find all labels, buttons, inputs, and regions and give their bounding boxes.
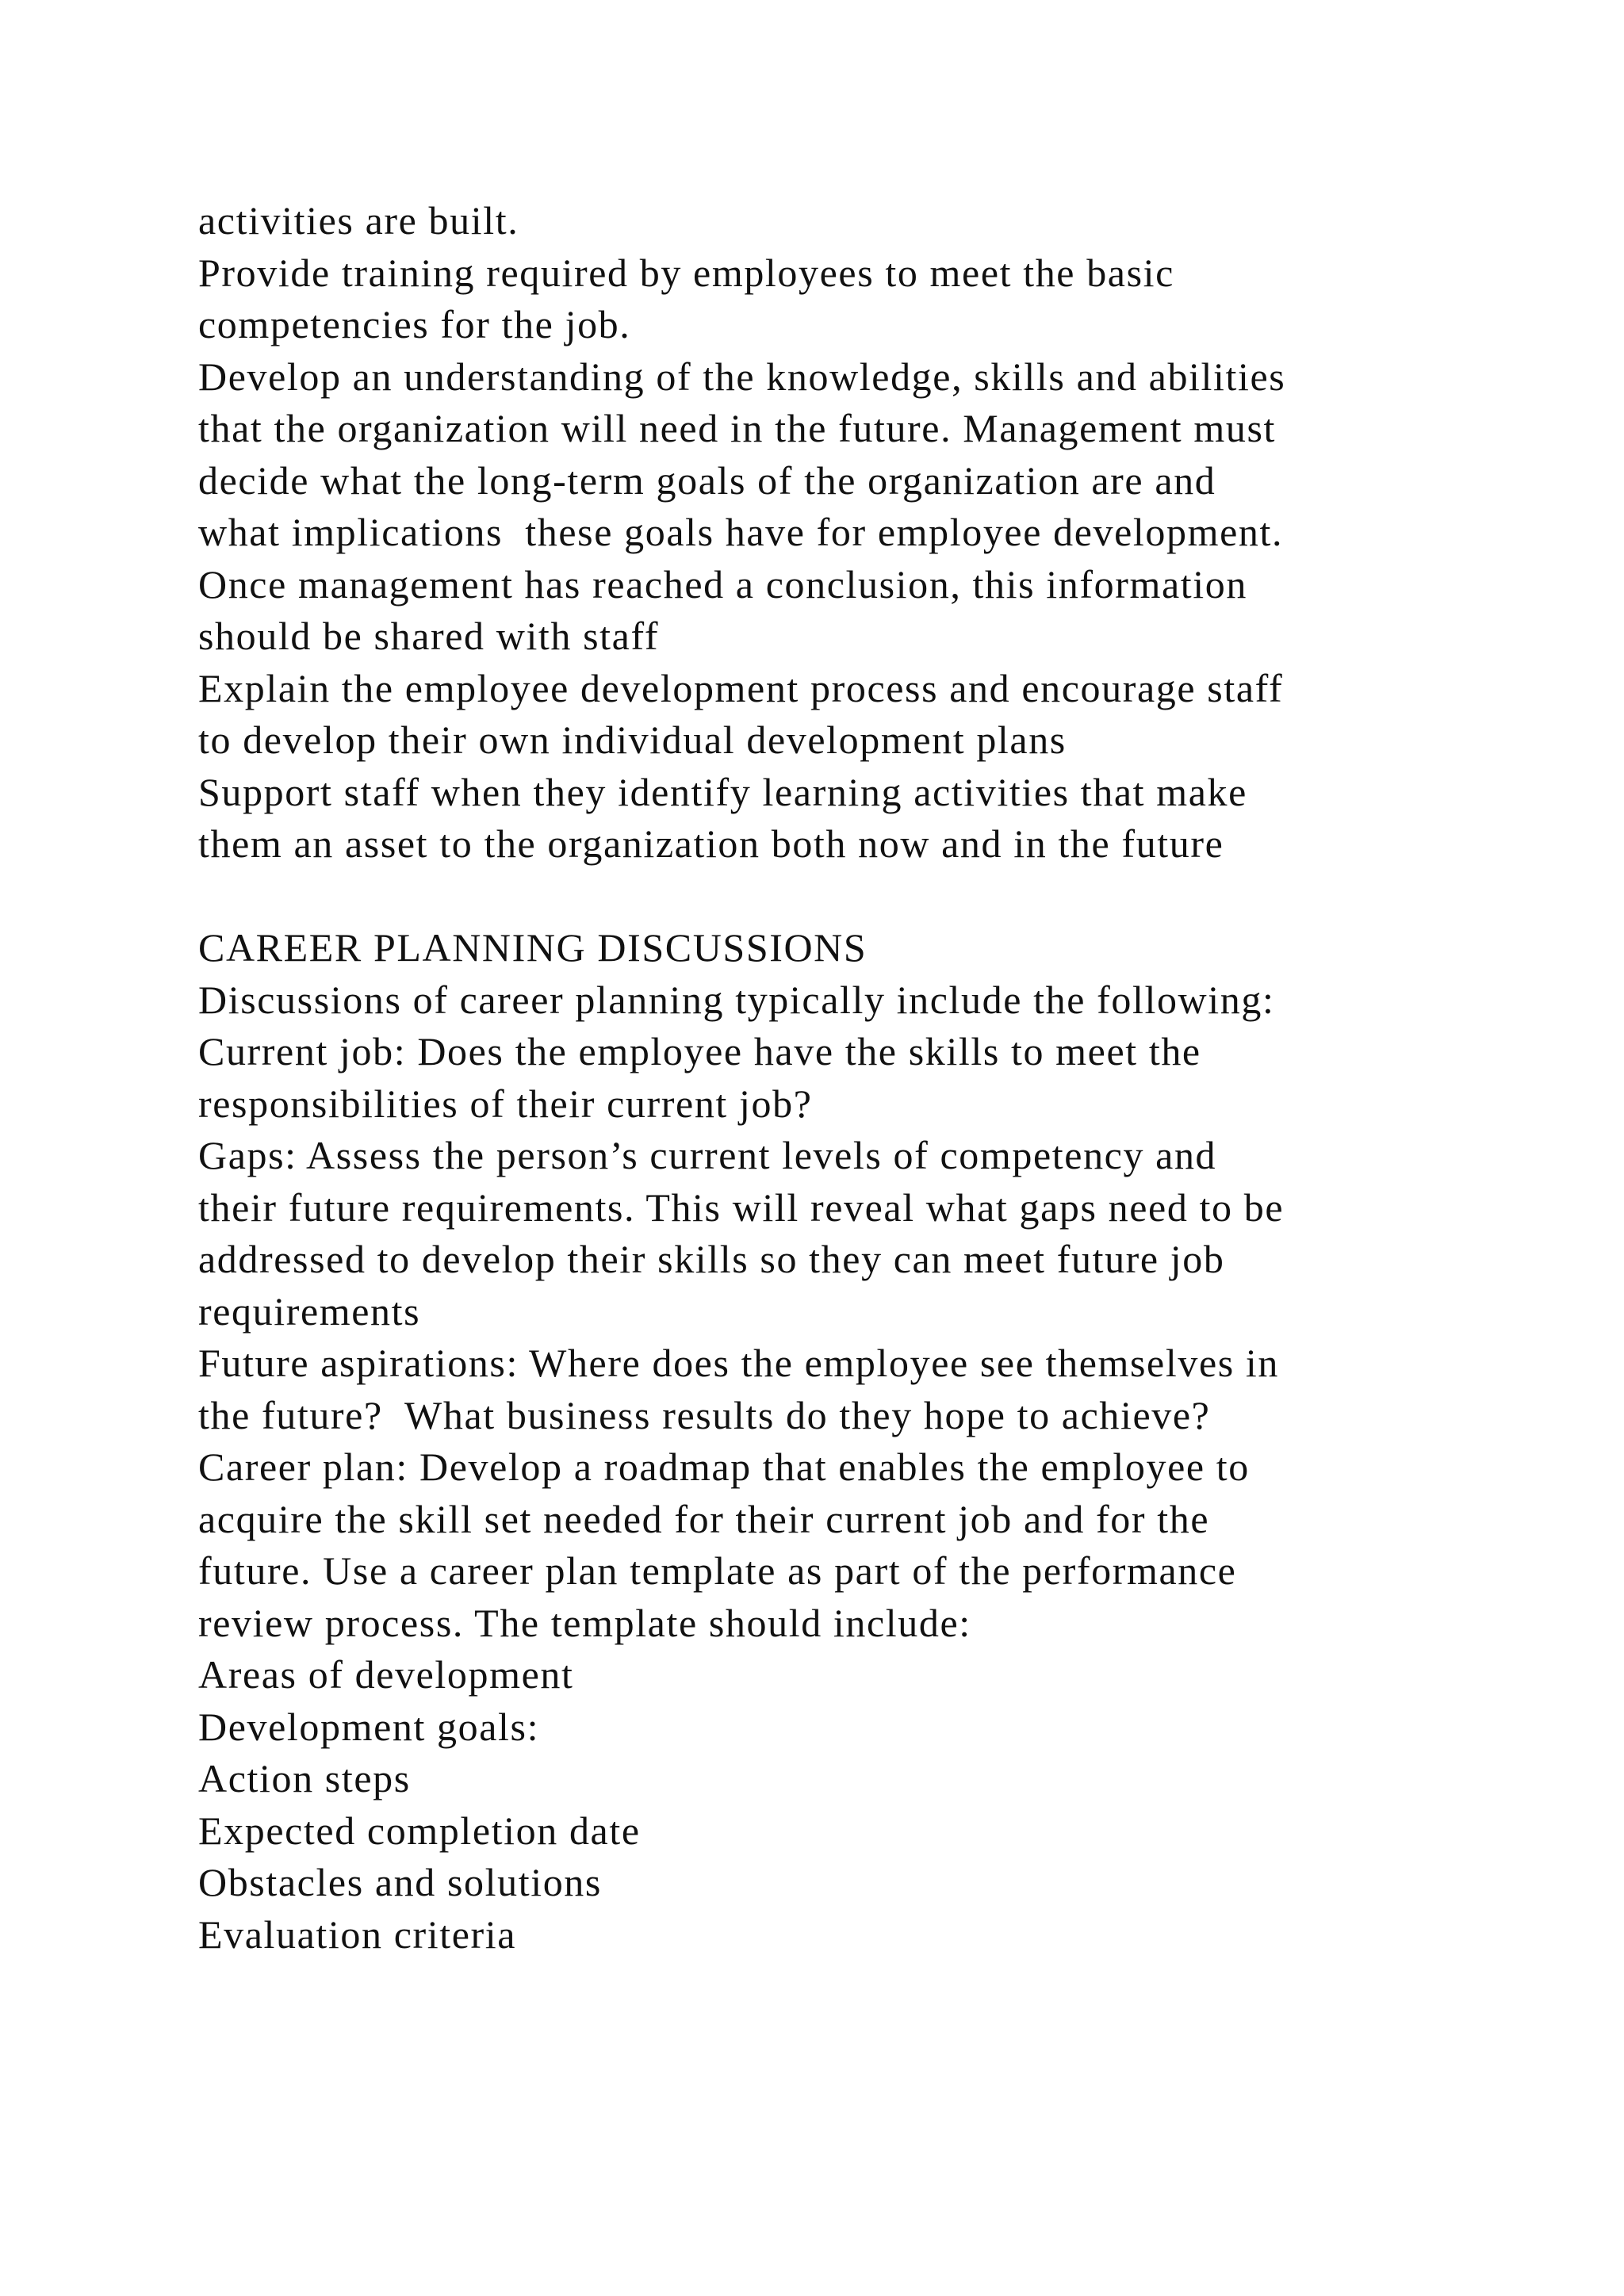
- text-line: addressed to develop their skills so they can meet future job: [198, 1237, 1225, 1281]
- text-line: responsibilities of their current job?: [198, 1081, 813, 1126]
- text-line: to develop their own individual development plans: [198, 718, 1067, 762]
- text-line: them an asset to the organization both now and in the future: [198, 821, 1224, 866]
- text-line: Current job: Does the employee have the skills to meet the: [198, 1029, 1201, 1073]
- text-line: Develop an understanding of the knowledge, skills and abilities: [198, 354, 1286, 399]
- list-item: Action steps: [198, 1756, 411, 1800]
- list-item: Development goals:: [198, 1704, 540, 1749]
- text-line: Discussions of career planning typically include the following:: [198, 977, 1275, 1022]
- text-line: requirements: [198, 1288, 421, 1334]
- text-line: Once management has reached a conclusion, this information: [198, 561, 1247, 607]
- document-body: [198, 195, 1546, 1961]
- text-line: the future? What business results do they hope to achieve?: [198, 1392, 1211, 1437]
- text-line: decide what the long-term goals of the organization are and: [198, 457, 1216, 503]
- text-line: Career plan: Develop a roadmap that enables the employee to: [198, 1445, 1250, 1489]
- text-line: future. Use a career plan template as part of the performance: [198, 1548, 1237, 1593]
- text-line: should be shared with staff: [198, 614, 660, 658]
- list-item: Areas of development: [198, 1652, 574, 1697]
- list-item: Obstacles and solutions: [198, 1860, 602, 1904]
- section-heading: CAREER PLANNING DISCUSSIONS: [198, 925, 868, 970]
- text-line: acquire the skill set needed for their current job and for the: [198, 1496, 1210, 1541]
- text-line: Future aspirations: Where does the employee see themselves in: [198, 1341, 1279, 1385]
- text-line: competencies for the job.: [198, 302, 631, 346]
- paragraph-spacer: [198, 871, 1546, 923]
- text-line: Provide training required by employees to meet the basic: [198, 250, 1174, 295]
- text-line: activities are built.: [198, 198, 519, 243]
- text-line: what implications these goals have for employee development.: [198, 510, 1284, 554]
- list-item: Evaluation criteria: [198, 1911, 517, 1957]
- text-line: Gaps: Assess the person’s current levels of competency and: [198, 1133, 1217, 1177]
- text-line: Support staff when they identify learning activities that make: [198, 769, 1247, 814]
- text-line: that the organization will need in the future. Management must: [198, 406, 1277, 450]
- text-line: review process. The template should include:: [198, 1600, 971, 1645]
- list-item: Expected completion date: [198, 1808, 641, 1853]
- text-line: their future requirements. This will reveal what gaps need to be: [198, 1184, 1285, 1230]
- text-line: Explain the employee development process and encourage staff: [198, 665, 1284, 710]
